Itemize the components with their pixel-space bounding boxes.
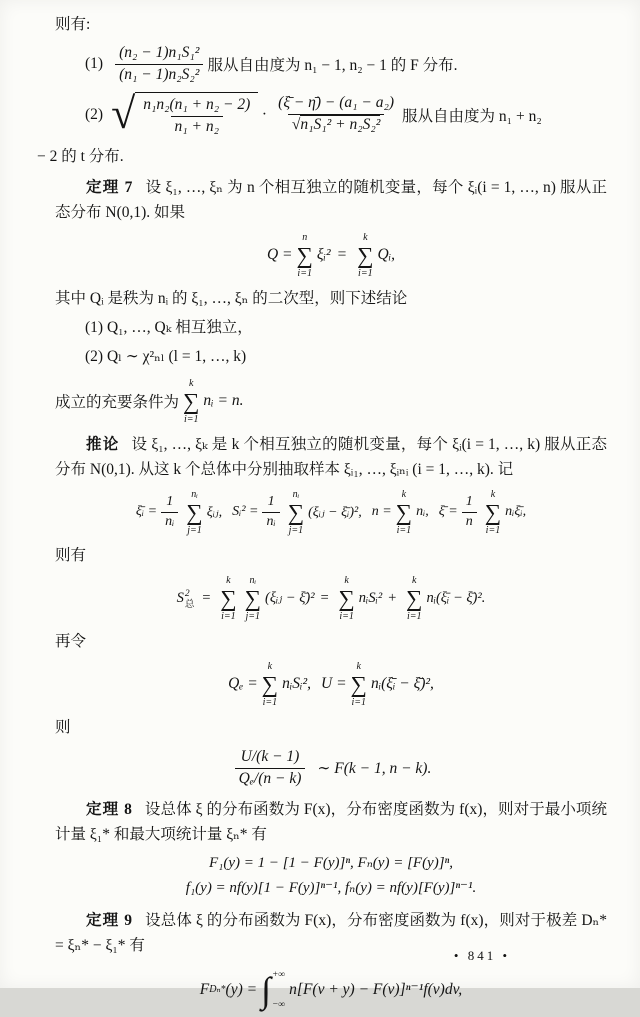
numerator: (n₂ − 1)n₁S₁² (119, 44, 200, 61)
theorem-8-formula-2: f₁(y) = nf(y)[1 − F(y)]ⁿ⁻¹, fₙ(y) = nf(y)[F(y)]ⁿ⁻¹. (185, 879, 477, 896)
theorem-9-label: 定理 9 (86, 911, 133, 929)
summation-symbol: k ∑ i=1 (261, 660, 279, 708)
formula-total-sum-of-squares (55, 575, 607, 622)
formula-definitions (55, 489, 607, 536)
sigma-icon: ∑ (287, 499, 305, 525)
u-lhs: U = (321, 675, 347, 693)
formula-f-ratio (55, 747, 607, 790)
lead-text: 则有: (55, 16, 91, 33)
sigma-icon: ∑ (183, 388, 200, 414)
sqrt-radical (111, 88, 258, 138)
fraction (139, 95, 254, 138)
denominator: n₁ + n₂ (171, 116, 224, 138)
formula-term: ξᵢ² (316, 246, 331, 264)
def-term: nᵢξ̄ᵢ, (505, 504, 527, 520)
range-cdf-rest: (y) = (225, 980, 258, 998)
theorem-9-paragraph (55, 908, 607, 958)
formula-term: nᵢSᵢ² (358, 589, 383, 606)
range-cdf-base: F (199, 980, 210, 998)
then-have-text: 则有 (55, 546, 87, 564)
theorem-7-after: 其中 Qᵢ 是秩为 nᵢ 的 ξ₁, …, ξₙ 的二次型，则下述结论 (55, 289, 408, 307)
theorem-8-body: 设总体 ξ 的分布函数为 F(x)，分布密度函数为 f(x)，则对于最小项统计量 ξ₁* 和最大项统计量 ξₙ* 有 (55, 800, 607, 843)
equals-sign: = (336, 246, 348, 264)
summation-symbol: nᵢ ∑ j=1 (244, 574, 261, 622)
sigma-icon: ∑ (186, 499, 203, 525)
dot-operator: · (262, 105, 267, 123)
def-s-squared: Sᵢ² = (232, 504, 259, 520)
theorem-7-paragraph (55, 175, 607, 225)
condition-text: 成立的充要条件为 (55, 394, 180, 412)
summation-symbol: k ∑ i=1 (183, 377, 200, 425)
def-xi-bar-i: ξ̄ᵢ = (135, 504, 158, 520)
conclusion-2: (2) Qₗ ∼ χ²ₙₗ (l = 1, …, k) (85, 347, 247, 365)
theorem-9-body: 设总体 ξ 的分布函数为 F(x)，分布密度函数为 f(x)，则对于极差 Dₙ* = ξₙ* − ξ₁* 有 (55, 911, 607, 954)
sigma-icon: ∑ (261, 671, 279, 697)
summation-symbol: k ∑ i=1 (220, 574, 237, 622)
sigma-icon: ∑ (395, 499, 413, 525)
sigma-icon: ∑ (296, 242, 313, 268)
sigma-icon: ∑ (338, 585, 355, 611)
item-2-text: 服从自由度为 n₁ + n₂ (402, 107, 542, 125)
fraction (115, 43, 203, 86)
radical-sign-icon: √ (291, 116, 301, 134)
formula-range-distribution (55, 970, 607, 1010)
equals-sign: = (201, 589, 212, 606)
page-number: • 841 • (453, 948, 510, 963)
item-2-continuation: − 2 的 t 分布. (37, 147, 124, 165)
fraction: $\frac{1}{n}$ (462, 493, 477, 532)
denominator: (n₁ − 1)n₂S₂² (115, 64, 203, 86)
theorem-7-label: 定理 7 (86, 178, 134, 196)
again-let-text: 再令 (55, 632, 87, 650)
denominator (288, 114, 385, 136)
corollary-paragraph (55, 432, 607, 482)
numerator: n₁n₂(n₁ + n₂ − 2) (143, 95, 251, 113)
summation-symbol: k ∑ i=1 (484, 488, 502, 536)
item-1-text: 服从自由度为 n₁ − 1, n₂ − 1 的 F 分布. (207, 57, 458, 75)
sigma-icon: ∑ (357, 242, 374, 268)
def-term: ξᵢⱼ, (206, 504, 223, 520)
def-term: nᵢ, (416, 504, 429, 520)
fraction: $\frac{1}{\text{nᵢ}}$ (161, 493, 178, 532)
list-item-2 (85, 88, 607, 138)
def-xi-bar: ξ̄ = (438, 504, 458, 520)
plus-sign: + (387, 589, 398, 606)
integrand: n[F(v + y) − F(v)]ⁿ⁻¹f(v)dv, (289, 981, 463, 999)
corollary-label: 推论 (86, 435, 120, 453)
summation-symbol: k ∑ i=1 (338, 574, 355, 622)
necessary-condition-row (55, 378, 607, 425)
summation-symbol: nᵢ ∑ j=1 (186, 488, 203, 536)
formula-term: Qᵢ, (377, 246, 396, 264)
item-2-label: (2) (85, 105, 104, 123)
corollary-body: 设 ξ₁, …, ξₖ 是 k 个相互独立的随机变量，每个 ξᵢ(i = 1, …, k) 服从正态分布 N(0,1). 从这 k 个总体中分别抽取样本 ξᵢ₁, …, ξᵢₙᵢ (i = 1, …, k). 记 (55, 435, 607, 478)
integral-sign-icon: ∫ (261, 969, 271, 1010)
sigma-icon: ∑ (484, 499, 502, 525)
sigma-icon: ∑ (350, 671, 367, 697)
summation-symbol: k ∑ i=1 (357, 231, 374, 279)
fraction: $\frac{U/(k - 1)}{\text{Qₑ/(n − k)}}$ (235, 747, 306, 790)
sigma-icon: ∑ (406, 585, 423, 611)
theorem-8-paragraph (55, 797, 607, 847)
s-total-base: S (176, 589, 184, 606)
def-term: (ξᵢⱼ − ξ̄ᵢ)², (308, 504, 362, 520)
qe-lhs: Qₑ = (228, 675, 258, 693)
item-1-label: (1) (85, 55, 104, 73)
integral-symbol: ∫ +∞ −∞ (261, 969, 286, 1010)
fraction: $\frac{1}{\text{nᵢ}}$ (262, 493, 279, 532)
summation-symbol: k ∑ i=1 (406, 574, 423, 622)
def-n: n = (371, 504, 392, 520)
theorem-7-body: 设 ξ₁, …, ξₙ 为 n 个相互独立的随机变量，每个 ξᵢ(i = 1, …, n) 服从正态分布 N(0,1). 如果 (55, 178, 607, 221)
radicand (135, 92, 258, 138)
s-total-supsub: 2 总 (184, 589, 195, 611)
distribution-statement: ∼ F(k − 1, n − k). (317, 759, 432, 777)
formula-qe-u (55, 661, 607, 708)
radical-sign-icon: √ (111, 88, 136, 138)
condition-term: nᵢ = n. (203, 392, 244, 410)
formula-term: nᵢ(ξ̄ᵢ − ξ̄)². (426, 589, 486, 606)
equals-sign: = (319, 589, 330, 606)
summation-symbol: nᵢ ∑ j=1 (287, 488, 305, 536)
theorem-7-conclusions (55, 315, 607, 369)
range-cdf-subscript: Dₙ* (209, 984, 226, 996)
page-content (37, 12, 607, 1017)
summation-symbol: n ∑ i=1 (296, 231, 313, 279)
formula-lhs: Q = (266, 246, 293, 264)
summation-symbol: k ∑ i=1 (350, 660, 367, 708)
sigma-icon: ∑ (220, 585, 237, 611)
sigma-icon: ∑ (244, 585, 261, 611)
then-word-text: 则 (55, 718, 71, 736)
inner-radicand: n₁S₁² + n₂S₂² (300, 116, 381, 134)
fraction (274, 93, 398, 136)
theorem-8-label: 定理 8 (86, 800, 133, 818)
conclusion-1: (1) Q₁, …, Qₖ 相互独立， (85, 318, 253, 336)
inner-sqrt (292, 115, 381, 133)
formula-term: (ξᵢⱼ − ξ̄)² (265, 589, 315, 606)
theorem-8-formula-1: F₁(y) = 1 − [1 − F(y)]ⁿ, Fₙ(y) = [F(y)]ⁿ, (208, 854, 454, 871)
summation-symbol: k ∑ i=1 (395, 488, 413, 536)
formula-term: nᵢ(ξ̄ᵢ − ξ̄)², (370, 675, 434, 693)
list-item-1 (85, 43, 607, 86)
formula-term: nᵢSᵢ², (282, 675, 311, 693)
numerator: (ξ̄ − η̄) − (a₁ − a₂) (278, 94, 395, 112)
formula-q-decomposition (55, 232, 607, 279)
